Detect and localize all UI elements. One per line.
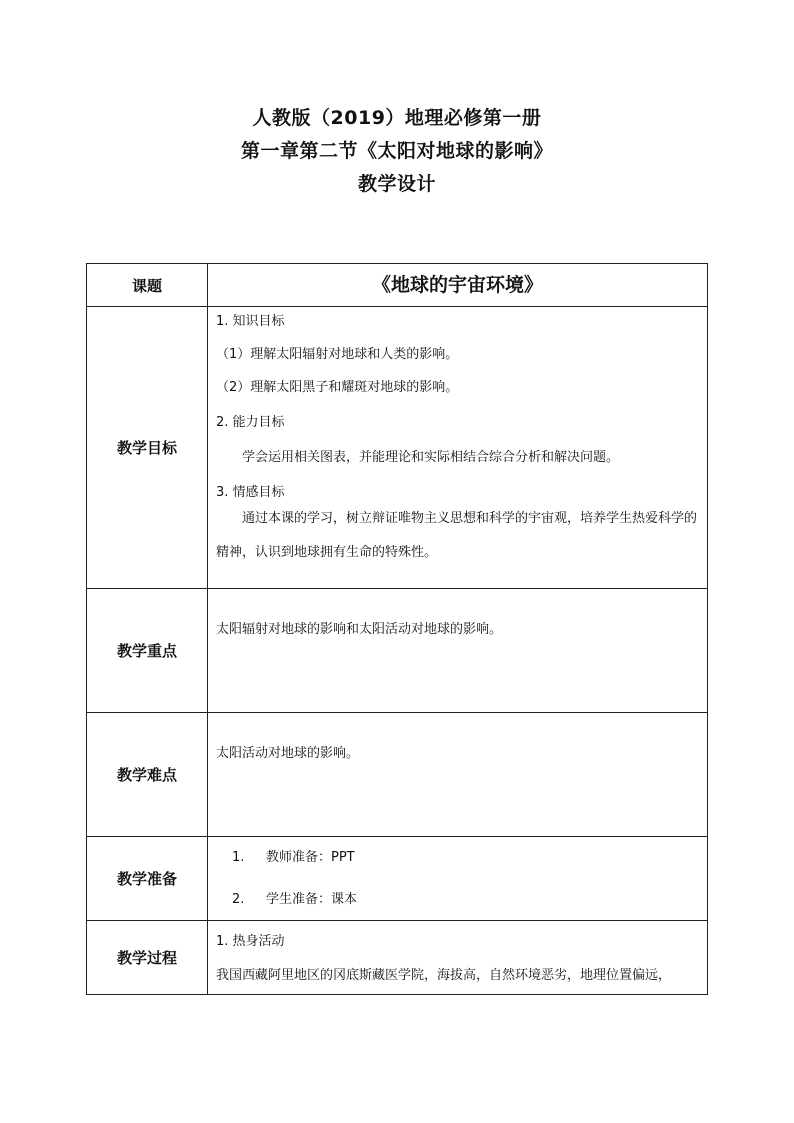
- preparation-item-text: 教师准备：PPT: [266, 850, 355, 865]
- key-points-text: 太阳辐射对地球的影响和太阳活动对地球的影响。: [216, 622, 503, 637]
- process-cell: [208, 921, 708, 995]
- topic-cell: [208, 264, 708, 307]
- preparation-item: [208, 891, 707, 909]
- process-row: [87, 921, 708, 995]
- lesson-plan-table: [86, 263, 708, 995]
- key-points-cell: [208, 589, 708, 713]
- ability-text: 学会运用相关图表，并能理论和实际相结合综合分析和解决问题。: [242, 450, 620, 465]
- title-line-1: 人教版（2019）地理必修第一册: [252, 107, 542, 129]
- difficulties-text: 太阳活动对地球的影响。: [216, 746, 360, 761]
- topic-label: 课题: [87, 264, 208, 307]
- preparation-item-number: 1.: [232, 850, 245, 865]
- process-label: 教学过程: [87, 921, 208, 995]
- preparation-cell: [208, 837, 708, 921]
- knowledge-item-2: （2）理解太阳黑子和耀斑对地球的影响。: [216, 380, 459, 395]
- preparation-row: [87, 837, 708, 921]
- key-points-row: [87, 589, 708, 713]
- knowledge-item-1: （1）理解太阳辐射对地球和人类的影响。: [216, 347, 459, 362]
- document-title: [0, 102, 794, 201]
- topic-row: [87, 264, 708, 307]
- difficulties-row: [87, 713, 708, 837]
- emotion-title: 3. 情感目标: [216, 485, 285, 500]
- topic-value: 《地球的宇宙环境》: [371, 274, 543, 296]
- knowledge-title: 1. 知识目标: [216, 314, 285, 329]
- key-points-label: 教学重点: [87, 589, 208, 713]
- preparation-item-text: 学生准备：课本: [266, 892, 358, 907]
- preparation-item-number: 2.: [232, 892, 245, 907]
- objectives-cell: [208, 307, 708, 589]
- title-line-3: 教学设计: [357, 173, 436, 195]
- difficulties-cell: [208, 713, 708, 837]
- objectives-row: [87, 307, 708, 589]
- preparation-label: 教学准备: [87, 837, 208, 921]
- ability-title: 2. 能力目标: [216, 415, 285, 430]
- process-text: 我国西藏阿里地区的冈底斯藏医学院，海拔高，自然环境恶劣，地理位置偏远，: [216, 968, 672, 983]
- title-line-2: 第一章第二节《太阳对地球的影响》: [240, 140, 553, 162]
- difficulties-label: 教学难点: [87, 713, 208, 837]
- emotion-text: 通过本课的学习，树立辩证唯物主义思想和科学的宇宙观，培养学生热爱科学的精神，认识到地球拥有生命的特殊性。: [216, 511, 698, 560]
- objectives-label: 教学目标: [87, 307, 208, 589]
- process-step-title: 1. 热身活动: [216, 934, 285, 949]
- preparation-item: [208, 849, 707, 867]
